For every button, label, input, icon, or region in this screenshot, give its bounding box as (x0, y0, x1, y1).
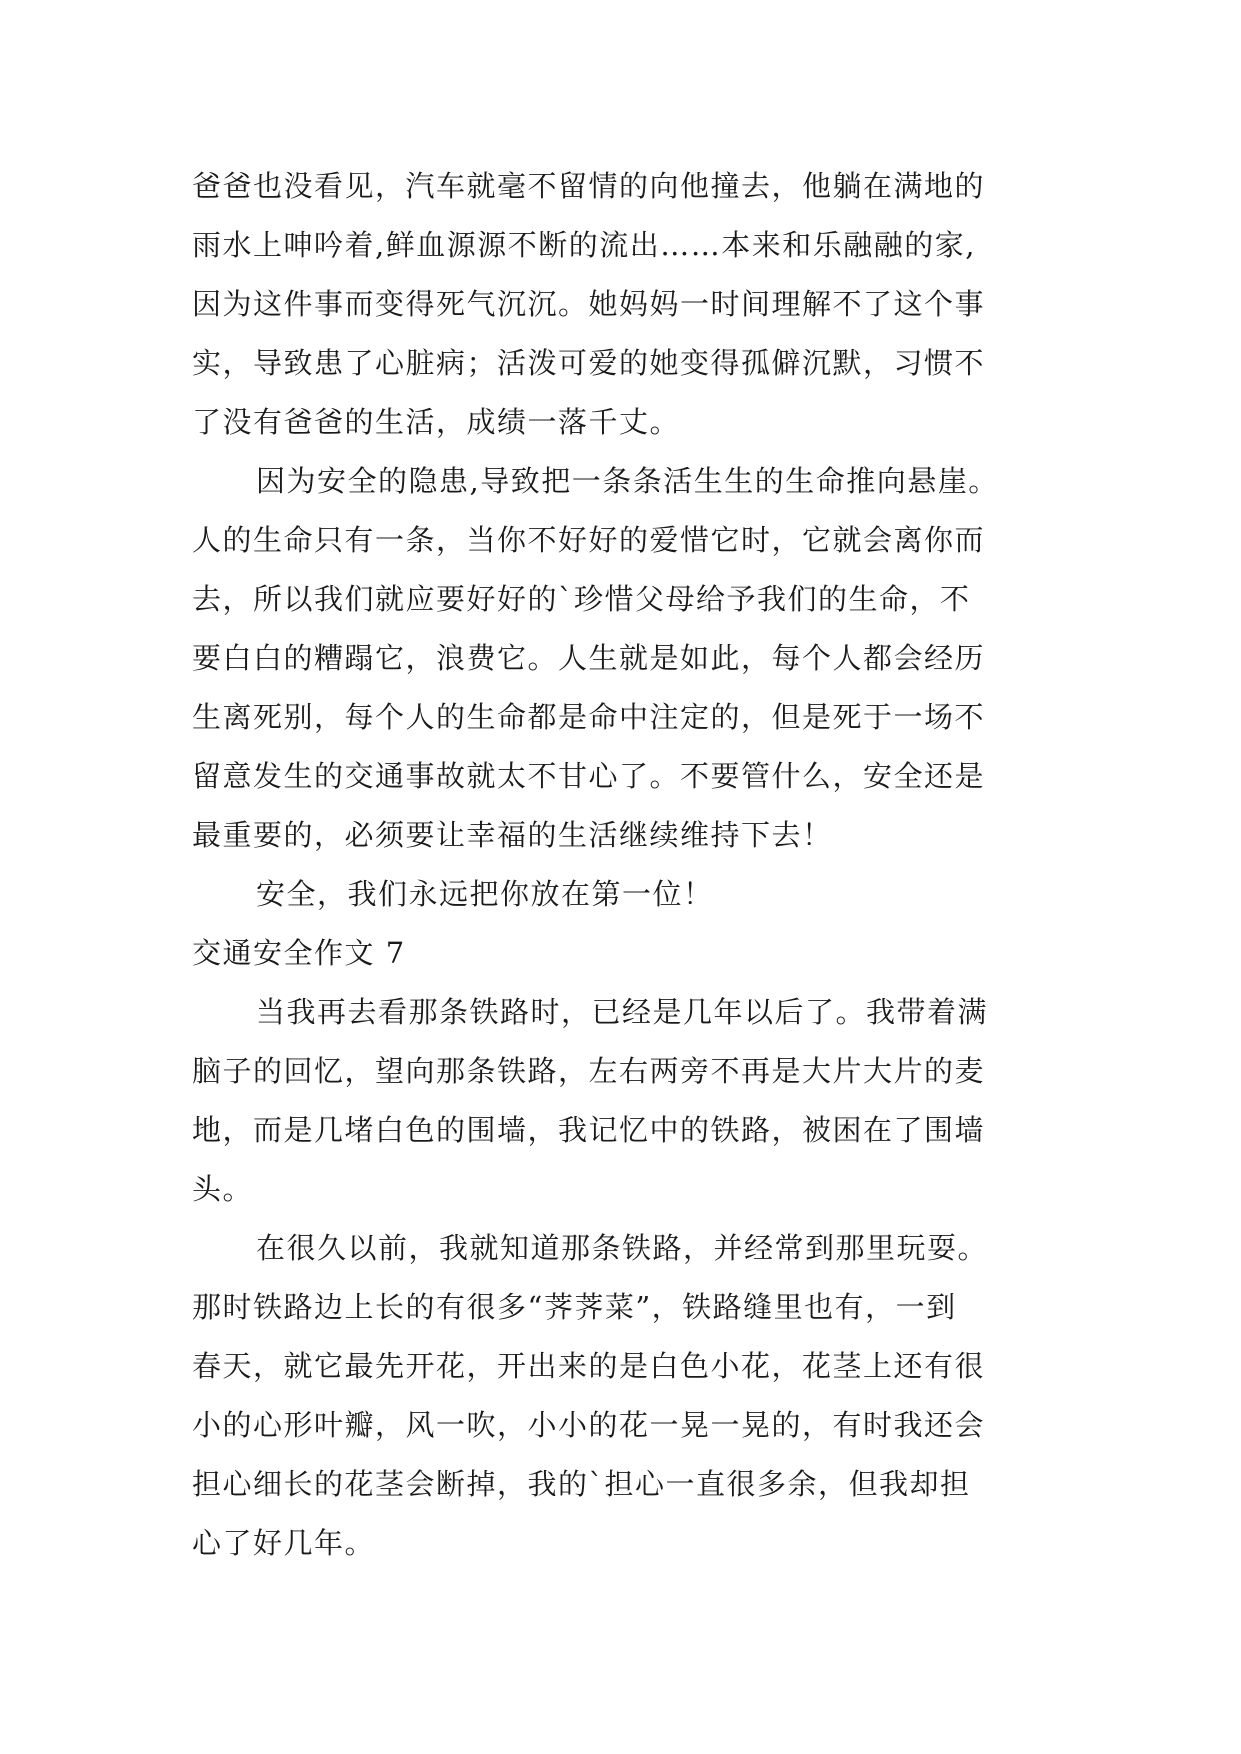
text-line: 生离死别，每个人的生命都是命中注定的，但是死于一场不 (192, 700, 986, 734)
text-line: 要白白的糟蹋它，浪费它。人生就是如此，每个人都会经历 (192, 641, 986, 675)
paragraph-start-line: 因为安全的隐患,导致把一条条活生生的生命推向悬崖。 (256, 464, 999, 498)
text-line: 那时铁路边上长的有很多“荠荠菜”，铁路缝里也有，一到 (192, 1290, 957, 1324)
section-heading: 交通安全作文 7 (192, 936, 406, 970)
text-line: 地，而是几堵白色的围墙，我记忆中的铁路，被困在了围墙 (192, 1113, 986, 1147)
text-line: 爸爸也没看见，汽车就毫不留情的向他撞去，他躺在满地的 (192, 169, 986, 203)
paragraph-start-line: 在很久以前，我就知道那条铁路，并经常到那里玩耍。 (256, 1231, 989, 1265)
text-line: 去，所以我们就应要好好的`珍惜父母给予我们的生命，不 (192, 582, 971, 616)
text-line: 春天，就它最先开花，开出来的是白色小花，花茎上还有很 (192, 1349, 986, 1383)
text-line: 了没有爸爸的生活，成绩一落千丈。 (192, 405, 681, 439)
text-line: 因为这件事而变得死气沉沉。她妈妈一时间理解不了这个事 (192, 287, 986, 321)
text-line: 留意发生的交通事故就太不甘心了。不要管什么，安全还是 (192, 759, 986, 793)
text-line: 最重要的，必须要让幸福的生活继续维持下去！ (192, 818, 833, 852)
text-line: 头。 (192, 1172, 254, 1206)
text-line: 小的心形叶瓣，风一吹，小小的花一晃一晃的，有时我还会 (192, 1408, 986, 1442)
paragraph-start-line: 当我再去看那条铁路时，已经是几年以后了。我带着满 (256, 995, 989, 1029)
text-line: 担心细长的花茎会断掉，我的`担心一直很多余，但我却担 (192, 1467, 971, 1501)
text-line: 雨水上呻吟着,鲜血源源不断的流出……本来和乐融融的家, (192, 228, 976, 262)
paragraph-start-line: 安全，我们永远把你放在第一位！ (256, 877, 714, 911)
text-line: 实，导致患了心脏病；活泼可爱的她变得孤僻沉默，习惯不 (192, 346, 986, 380)
text-line: 人的生命只有一条，当你不好好的爱惜它时，它就会离你而 (192, 523, 986, 557)
text-line: 心了好几年。 (192, 1526, 376, 1560)
document-body (192, 157, 1092, 1573)
text-line: 脑子的回忆，望向那条铁路，左右两旁不再是大片大片的麦 (192, 1054, 986, 1088)
